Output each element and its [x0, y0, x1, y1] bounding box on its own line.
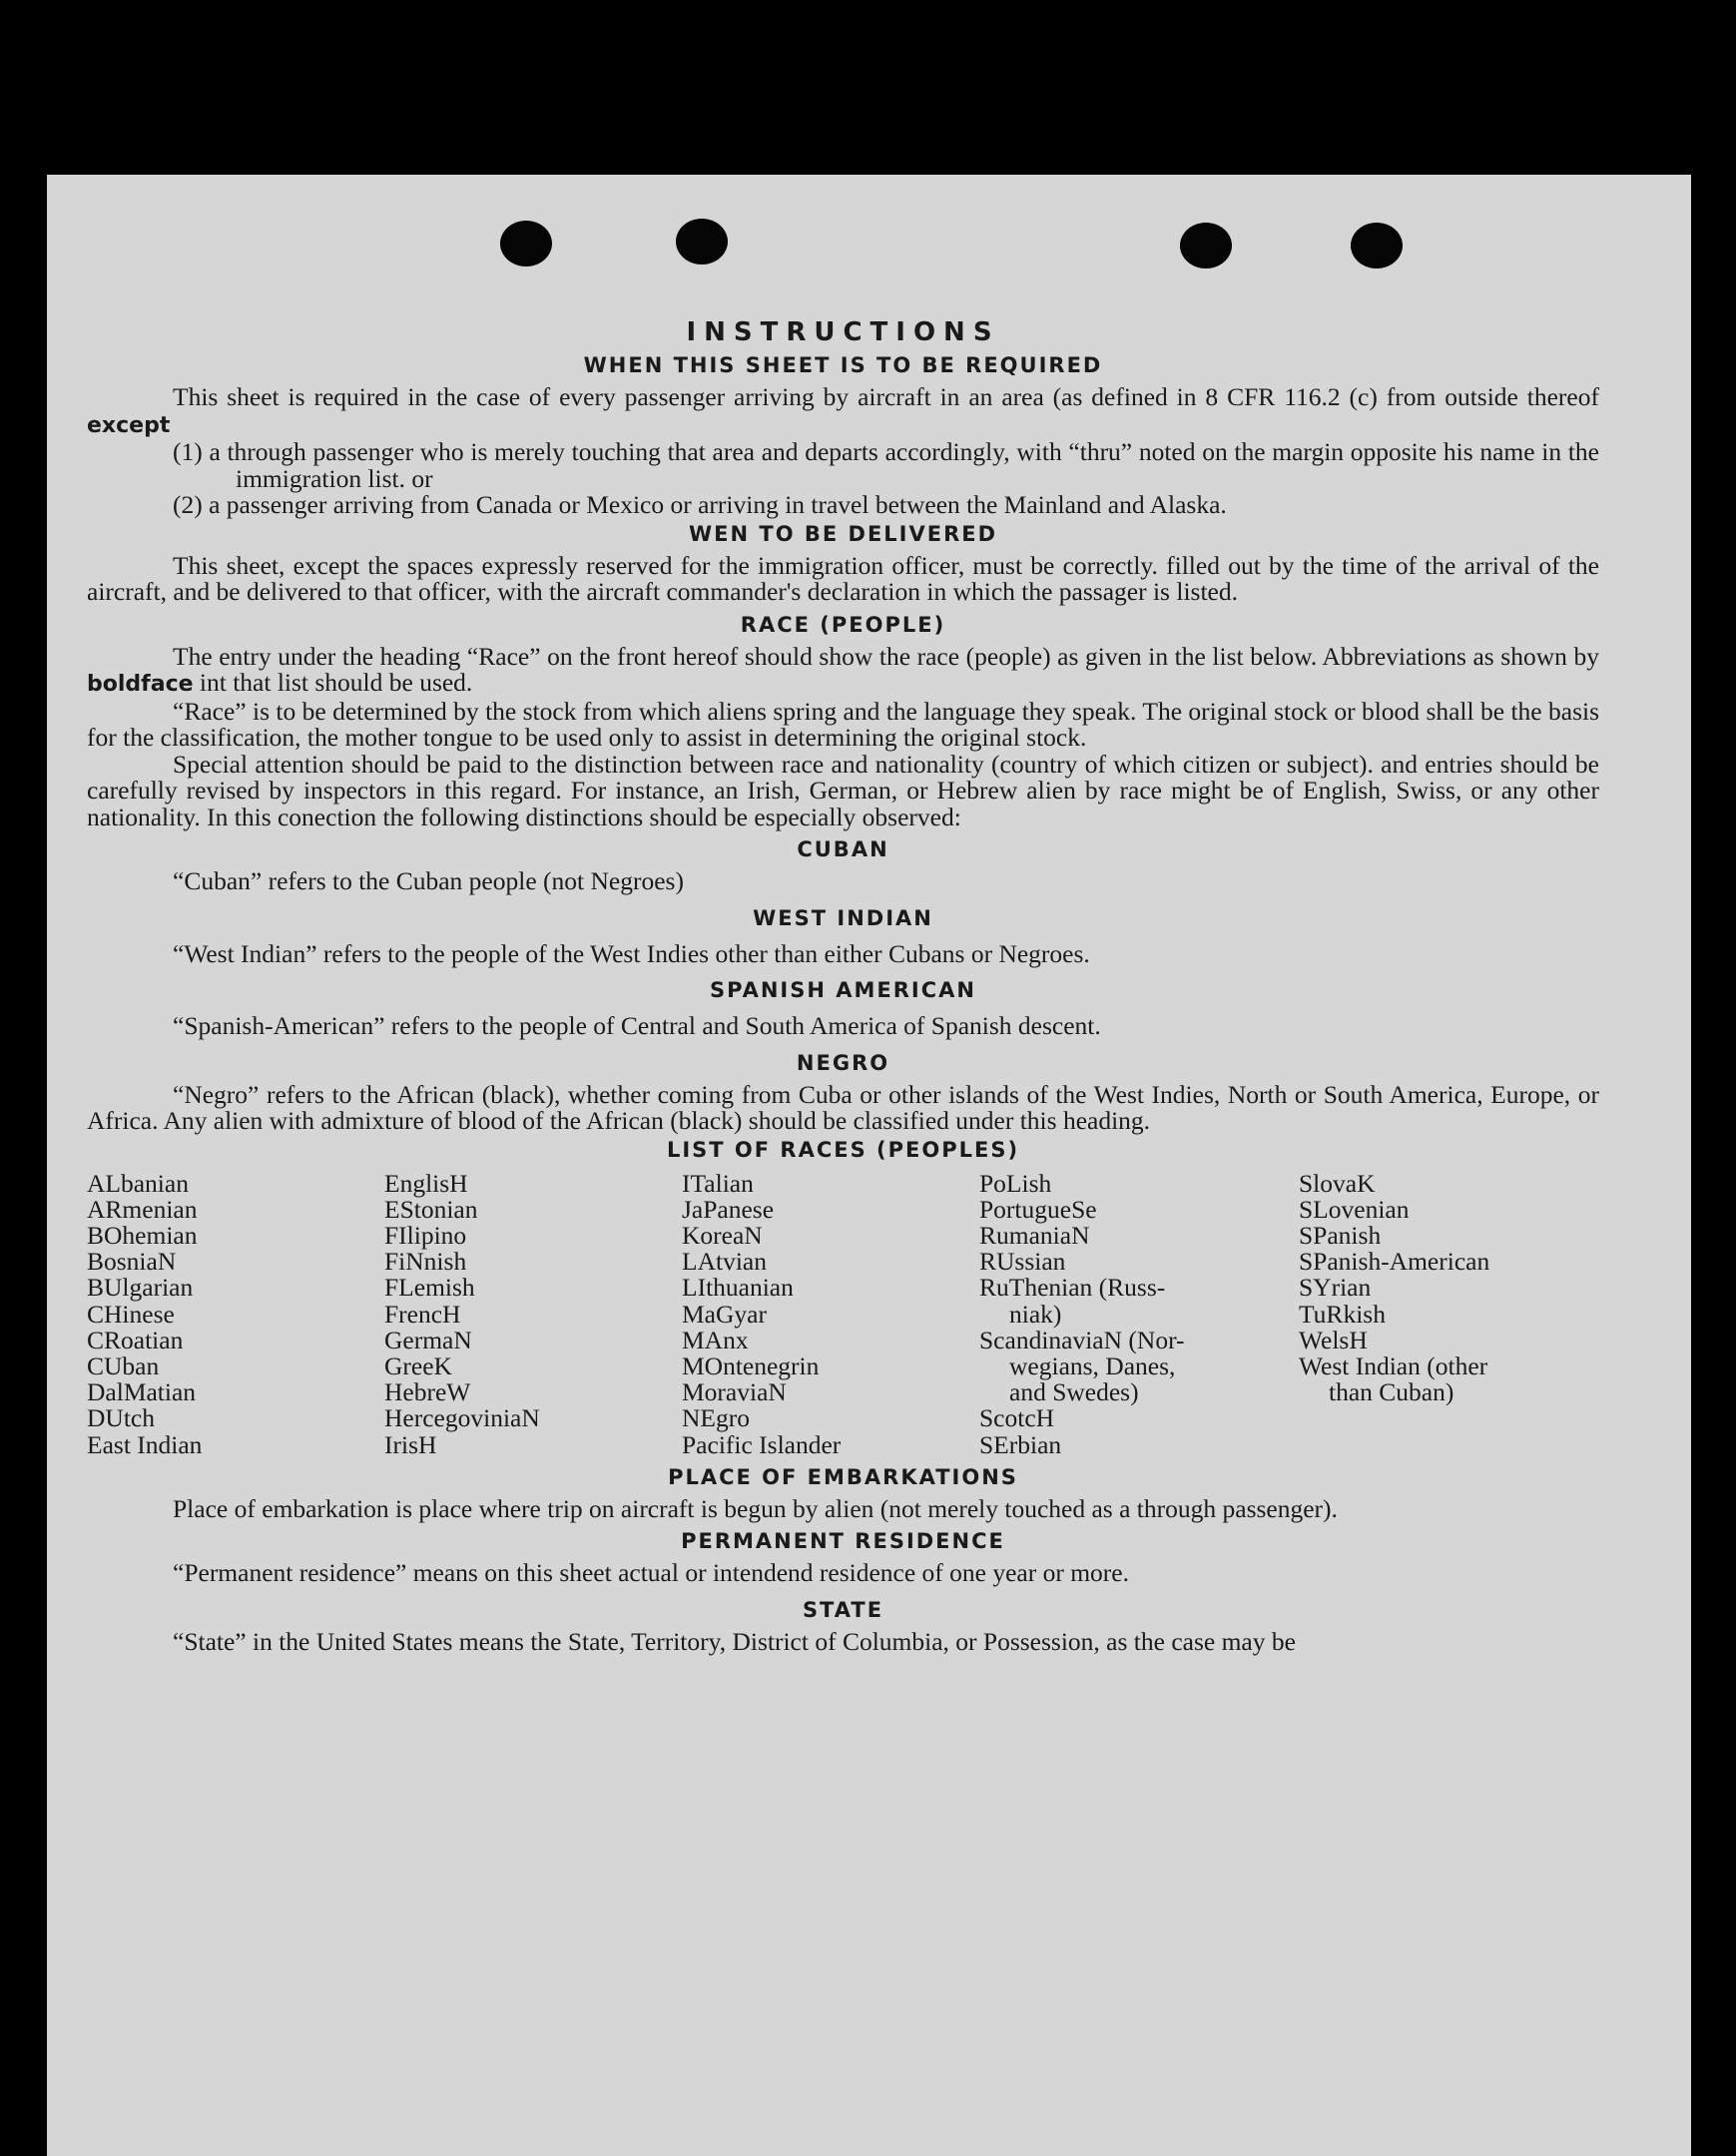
- punch-hole: [500, 221, 552, 267]
- race-entry: TuRkish: [1299, 1299, 1386, 1329]
- race-entry: East Indian: [87, 1429, 203, 1459]
- document-sheet: [47, 175, 1691, 2156]
- when-delivered-heading: WEN TO BE DELIVERED: [688, 521, 998, 546]
- races-column-1: [87, 1168, 384, 1459]
- required-item-1: (1) a through passenger who is merely touching that area and departs accordingly, with “thru” noted on the margin opposite his name in the immigration list. or: [173, 437, 1599, 493]
- race-entry: DUtch: [87, 1403, 155, 1433]
- instructions-title: INSTRUCTIONS: [686, 317, 1000, 347]
- race-entry: HercegoviniaN: [384, 1403, 540, 1433]
- instructions-content: [87, 314, 1599, 1655]
- race-entry: RUssian: [979, 1247, 1066, 1277]
- race-entry-continuation: and Swedes): [1009, 1377, 1139, 1407]
- race-entry: West Indian (other: [1299, 1350, 1488, 1380]
- race-entry: BUlgarian: [87, 1273, 194, 1303]
- negro-paragraph: “Negro” refers to the African (black), whether coming from Cuba or other islands of the West Indies, North or South America, Europe, or Africa. Any alien with admixture of blood of the African (black) should be classified under this heading.: [87, 1079, 1599, 1135]
- race-entry: ScandinaviaN (Nor-: [979, 1325, 1185, 1354]
- embarkation-paragraph: Place of embarkation is place where trip on aircraft is begun by alien (not merely touched as a through passenger).: [173, 1493, 1338, 1523]
- race-entry: GreeK: [384, 1350, 452, 1380]
- race-paragraph-3: Special attention should be paid to the distinction between race and nationality (country of which citizen or subject). and entries should be carefully revised by inspectors in this regard. For instance, an Irish, German, or Hebrew alien by race might be of English, Swiss, or any other nationality. In this conection the following distinctions should be especially observed:: [87, 749, 1599, 831]
- race-entry: DalMatian: [87, 1377, 197, 1407]
- race-entry: RuThenian (Russ-: [979, 1273, 1166, 1303]
- race-entry: SLovenian: [1299, 1194, 1410, 1224]
- race-entry: SPanish: [1299, 1220, 1382, 1250]
- required-item-2: (2) a passenger arriving from Canada or Mexico or arriving in travel between the Mainland and Alaska.: [173, 490, 1227, 519]
- races-column-4: [979, 1168, 1299, 1459]
- race-entry: MoraviaN: [682, 1377, 787, 1407]
- race-entry: MaGyar: [682, 1299, 767, 1329]
- race-entry: BOhemian: [87, 1220, 198, 1250]
- west-indian-heading: WEST INDIAN: [753, 905, 933, 930]
- race-entry: FiNnish: [384, 1247, 467, 1277]
- punch-hole: [1180, 223, 1232, 269]
- race-entry: FIlipino: [384, 1220, 467, 1250]
- races-column-2: [384, 1168, 682, 1459]
- permanent-residence-heading: PERMANENT RESIDENCE: [681, 1529, 1005, 1554]
- race-entry: ARmenian: [87, 1194, 198, 1224]
- spanish-american-heading: SPANISH AMERICAN: [710, 978, 976, 1002]
- race-entry: CUban: [87, 1350, 160, 1380]
- race-entry: ScotcH: [979, 1403, 1055, 1433]
- permanent-residence-paragraph: “Permanent residence” means on this sheet actual or intendend residence of one year or more.: [173, 1558, 1129, 1588]
- embarkation-heading: PLACE OF EMBARKATIONS: [668, 1464, 1018, 1489]
- race-entry: PortugueSe: [979, 1194, 1097, 1224]
- list-of-races-heading: LIST OF RACES (PEOPLES): [666, 1137, 1020, 1162]
- race-entry: CRoatian: [87, 1325, 184, 1354]
- races-column-3: [682, 1168, 979, 1459]
- race-entry: MOntenegrin: [682, 1350, 820, 1380]
- race-entry: HebreW: [384, 1377, 471, 1407]
- race-entry: FrencH: [384, 1299, 461, 1329]
- race-entry: ALbanian: [87, 1168, 189, 1198]
- race-entry: LAtvian: [682, 1247, 767, 1277]
- race-entry-continuation: wegians, Danes,: [1009, 1350, 1176, 1380]
- race-paragraph-1: The entry under the heading “Race” on the front hereof should show the race (people) as given in the list below. Abbreviations as shown by boldface int that list should be used.: [87, 641, 1599, 697]
- race-heading: RACE (PEOPLE): [740, 612, 946, 637]
- races-list: [87, 1168, 1599, 1459]
- race-entry: EStonian: [384, 1194, 478, 1224]
- race-entry: MAnx: [682, 1325, 749, 1354]
- race-entry: CHinese: [87, 1299, 175, 1329]
- required-intro: This sheet is required in the case of every passenger arriving by aircraft in an area (as defined in 8 CFR 116.2 (c) from outside thereof except: [87, 382, 1599, 438]
- race-entry: RumaniaN: [979, 1220, 1090, 1250]
- spanish-american-paragraph: “Spanish-American” refers to the people of Central and South America of Spanish descent.: [173, 1011, 1101, 1040]
- race-entry: SPanish-American: [1299, 1247, 1490, 1277]
- when-required-heading: WHEN THIS SHEET IS TO BE REQUIRED: [583, 353, 1103, 377]
- race-entry: KoreaN: [682, 1220, 763, 1250]
- race-entry-continuation: than Cuban): [1329, 1377, 1454, 1407]
- race-entry: GermaN: [384, 1325, 472, 1354]
- west-indian-paragraph: “West Indian” refers to the people of the West Indies other than either Cubans or Negroes.: [173, 938, 1090, 968]
- punch-hole: [1351, 223, 1403, 269]
- race-entry: EnglisH: [384, 1168, 468, 1198]
- races-column-5: [1299, 1168, 1598, 1458]
- race-entry: FLemish: [384, 1273, 475, 1303]
- race-paragraph-2: “Race” is to be determined by the stock from which aliens spring and the language they speak. The original stock or blood shall be the basis for the classification, the mother tongue to be used only to assist in determining the original stock.: [87, 696, 1599, 752]
- race-entry: Pacific Islander: [682, 1429, 842, 1459]
- delivered-paragraph: This sheet, except the spaces expressly reserved for the immigration officer, must be correctly. filled out by the time of the arrival of the aircraft, and be delivered to that officer, with the aircraft commander's declaration in which the passager is listed.: [87, 550, 1599, 606]
- race-entry: PoLish: [979, 1168, 1052, 1198]
- cuban-heading: CUBAN: [797, 837, 889, 861]
- race-entry: LIthuanian: [682, 1273, 794, 1303]
- race-entry-continuation: niak): [1009, 1299, 1062, 1329]
- state-paragraph: “State” in the United States means the State, Territory, District of Columbia, or Possession, as the case may be: [173, 1626, 1296, 1656]
- state-heading: STATE: [802, 1597, 884, 1622]
- race-entry: IrisH: [384, 1429, 437, 1459]
- race-entry: ITalian: [682, 1168, 754, 1198]
- race-entry: SlovaK: [1299, 1168, 1376, 1198]
- race-entry: SErbian: [979, 1429, 1062, 1459]
- race-entry: SYrian: [1299, 1273, 1372, 1303]
- race-entry: WelsH: [1299, 1325, 1368, 1354]
- race-entry: JaPanese: [682, 1194, 775, 1224]
- race-entry: BosniaN: [87, 1247, 177, 1277]
- cuban-paragraph: “Cuban” refers to the Cuban people (not Negroes): [173, 866, 684, 895]
- race-entry: NEgro: [682, 1403, 750, 1433]
- negro-heading: NEGRO: [796, 1050, 890, 1075]
- punch-hole: [676, 219, 728, 265]
